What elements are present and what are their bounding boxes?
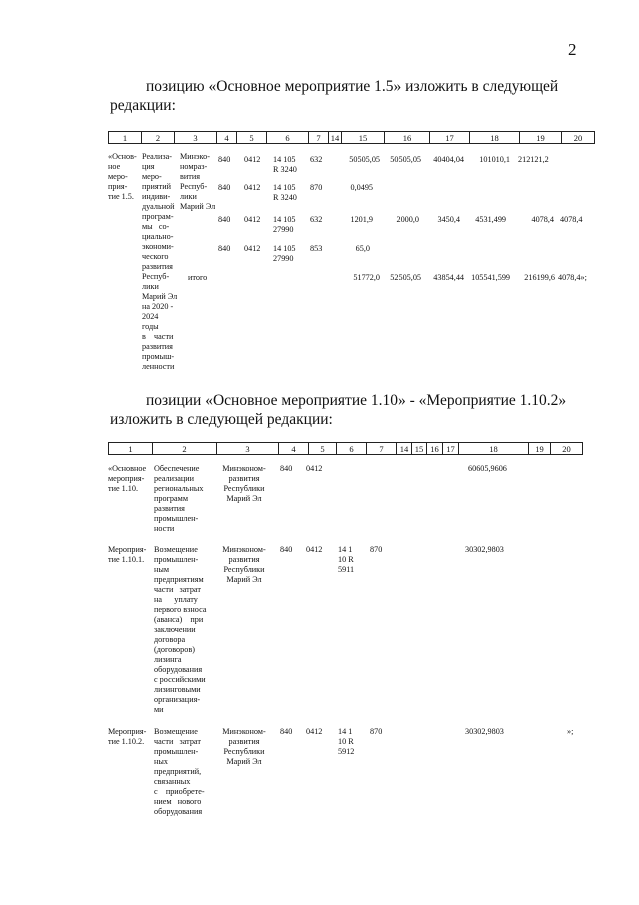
table-1-header-cell: 2	[142, 132, 175, 144]
table-2-header-cell: 19	[529, 443, 551, 455]
table-1-r1-c15: 50505,05	[349, 155, 380, 164]
table-2-header-cell: 5	[309, 443, 337, 455]
table-1-r3-c5: 0412	[244, 215, 261, 224]
table-1-activity-code: «Основ- ное меро- прия- тие 1.5.	[108, 152, 137, 201]
table-1-r3-c15: 1201,9	[350, 215, 373, 224]
table-2-r3-c2: Возмещение части затрат промышлен- ных предприятий, связанных с приобрете- нием нового оборудования	[154, 727, 205, 816]
table-1-activity-name: Реализа- ция меро- приятий индиви- дуальной програм- мы со- циально- экономи- ческого развития Респуб- лики Марий Эл на 2020 - 2024 годы в части развития промыш- ленности	[142, 152, 178, 371]
table-2-r2-c1: Мероприя- тие 1.10.1.	[108, 545, 147, 564]
table-2-r2-c4: 840	[280, 545, 293, 554]
table-1-header-cell: 15	[342, 132, 385, 144]
table-2-r3-c1: Мероприя- тие 1.10.2.	[108, 727, 147, 746]
table-1-r1-c19: 212121,2	[518, 155, 549, 164]
table-2-header-cell: 15	[412, 443, 427, 455]
table-2-header-cell: 17	[443, 443, 459, 455]
table-1-r1-c6: 14 105 R 3240	[273, 155, 297, 174]
table-2-header-cell: 2	[153, 443, 217, 455]
table-1-header-cell: 7	[309, 132, 329, 144]
table-1-total-c15: 51772,0	[353, 273, 380, 282]
table-2-r3-c4: 840	[280, 727, 293, 736]
table-1-r4-c15: 65,0	[355, 244, 370, 253]
table-2-r3-c6: 14 1 10 R 5912	[338, 727, 355, 756]
table-2-header-cell: 4	[279, 443, 309, 455]
table-1-r1-c4: 840	[218, 155, 231, 164]
table-1-header-cell: 3	[175, 132, 217, 144]
table-2-r3-c7: 870	[370, 727, 383, 736]
table-1-r3-c4: 840	[218, 215, 231, 224]
table-1-header-cell: 17	[430, 132, 470, 144]
paragraph-2-line-1: позиции «Основное мероприятие 1.10» - «Мероприятие 1.10.2»	[146, 392, 567, 409]
table-1-total-c20: 4078,4»;	[558, 273, 587, 282]
paragraph-1	[110, 77, 580, 115]
table-1-header-cell: 5	[237, 132, 267, 144]
table-2-r2-c3: Минэконом- развития Республики Марий Эл	[222, 545, 266, 584]
table-2-r3-c20: »;	[567, 727, 574, 736]
table-2-r2-c6: 14 1 10 R 5911	[338, 545, 355, 574]
table-1-header-cell: 20	[562, 132, 595, 144]
paragraph-2	[110, 391, 580, 429]
table-1-total-c16: 52505,05	[390, 273, 421, 282]
table-2-r3-c5: 0412	[306, 727, 323, 736]
table-1-r2-c15: 0,0495	[350, 183, 373, 192]
table-1-r2-c4: 840	[218, 183, 231, 192]
table-2-header-cell: 7	[367, 443, 397, 455]
table-1-r3-c6: 14 105 27990	[273, 215, 296, 234]
table-1-r1-c7: 632	[310, 155, 323, 164]
table-2-r2-c7: 870	[370, 545, 383, 554]
paragraph-2-line-2: изложить в следующей редакции:	[110, 411, 333, 428]
table-2-header-cell: 18	[459, 443, 529, 455]
table-1-r3-c18: 4531,499	[475, 215, 506, 224]
table-1-r3-c20: 4078,4	[560, 215, 583, 224]
table-1-r2-c7: 870	[310, 183, 323, 192]
table-2-header-cell: 16	[427, 443, 443, 455]
table-2-header	[108, 442, 583, 455]
table-1-r1-c5: 0412	[244, 155, 261, 164]
table-2-r1-c5: 0412	[306, 464, 323, 473]
table-1-r4-c7: 853	[310, 244, 323, 253]
table-1-r3-c16: 2000,0	[396, 215, 419, 224]
table-2-header-cell: 6	[337, 443, 367, 455]
table-2-r2-c18: 30302,9803	[465, 545, 504, 554]
table-2-r1-c3: Минэконом- развития Республики Марий Эл	[222, 464, 266, 503]
table-1-executor: Минэко- номраз- вития Респуб- лики Марий Эл	[180, 152, 216, 211]
table-2-header-cell: 14	[397, 443, 412, 455]
table-1-r1-c18: 101010,1	[479, 155, 510, 164]
table-2-header-row	[109, 443, 583, 455]
table-1-header-cell: 14	[329, 132, 342, 144]
table-2-header-cell: 3	[217, 443, 279, 455]
table-2-r2-c2: Возмещение промышлен- ным предприятиям части затрат на уплату первого взноса (аванса) при заключении договора (договоров) лизинга оборудования с российскими лизинговыми организация- ми	[154, 545, 207, 714]
table-1-total-c17: 43854,44	[433, 273, 464, 282]
page-number: 2	[568, 40, 577, 59]
table-1-header-cell: 6	[267, 132, 309, 144]
table-2-r2-c5: 0412	[306, 545, 323, 554]
table-1-header-cell: 4	[217, 132, 237, 144]
table-1-header-row	[109, 132, 595, 144]
table-1-r2-c5: 0412	[244, 183, 261, 192]
table-1-total-c18: 105541,599	[471, 273, 510, 282]
table-1-r3-c17: 3450,4	[437, 215, 460, 224]
paragraph-1-line-1: позицию «Основное мероприятие 1.5» изложить в следующей	[146, 78, 559, 95]
table-1-total-c19: 216199,6	[524, 273, 555, 282]
table-2-r1-c18: 60605,9606	[468, 464, 507, 473]
table-2-r1-c2: Обеспечение реализации региональных программ развития промышлен- ности	[154, 464, 204, 533]
table-2-r1-c1: «Основное мероприя- тие 1.10.	[108, 464, 147, 493]
table-2-header-cell: 1	[109, 443, 153, 455]
table-2-r3-c18: 30302,9803	[465, 727, 504, 736]
table-1-r2-c6: 14 105 R 3240	[273, 183, 297, 202]
table-1-header-cell: 1	[109, 132, 142, 144]
table-2-header-cell: 20	[551, 443, 583, 455]
table-1-header-cell: 16	[385, 132, 430, 144]
table-1-r4-c5: 0412	[244, 244, 261, 253]
table-1-r1-c17: 40404,04	[433, 155, 464, 164]
table-1-total-label: итого	[188, 273, 208, 282]
table-1-r1-c16: 50505,05	[390, 155, 421, 164]
table-1-r3-c19: 4078,4	[531, 215, 554, 224]
table-1-header-cell: 19	[520, 132, 562, 144]
table-2-r1-c4: 840	[280, 464, 293, 473]
table-2-r3-c3: Минэконом- развития Республики Марий Эл	[222, 727, 266, 766]
table-1-r3-c7: 632	[310, 215, 323, 224]
table-1-header-cell: 18	[470, 132, 520, 144]
table-1-r4-c6: 14 105 27990	[273, 244, 296, 263]
table-1-r4-c4: 840	[218, 244, 231, 253]
table-1-header	[108, 131, 595, 144]
paragraph-1-line-2: редакции:	[110, 97, 176, 114]
